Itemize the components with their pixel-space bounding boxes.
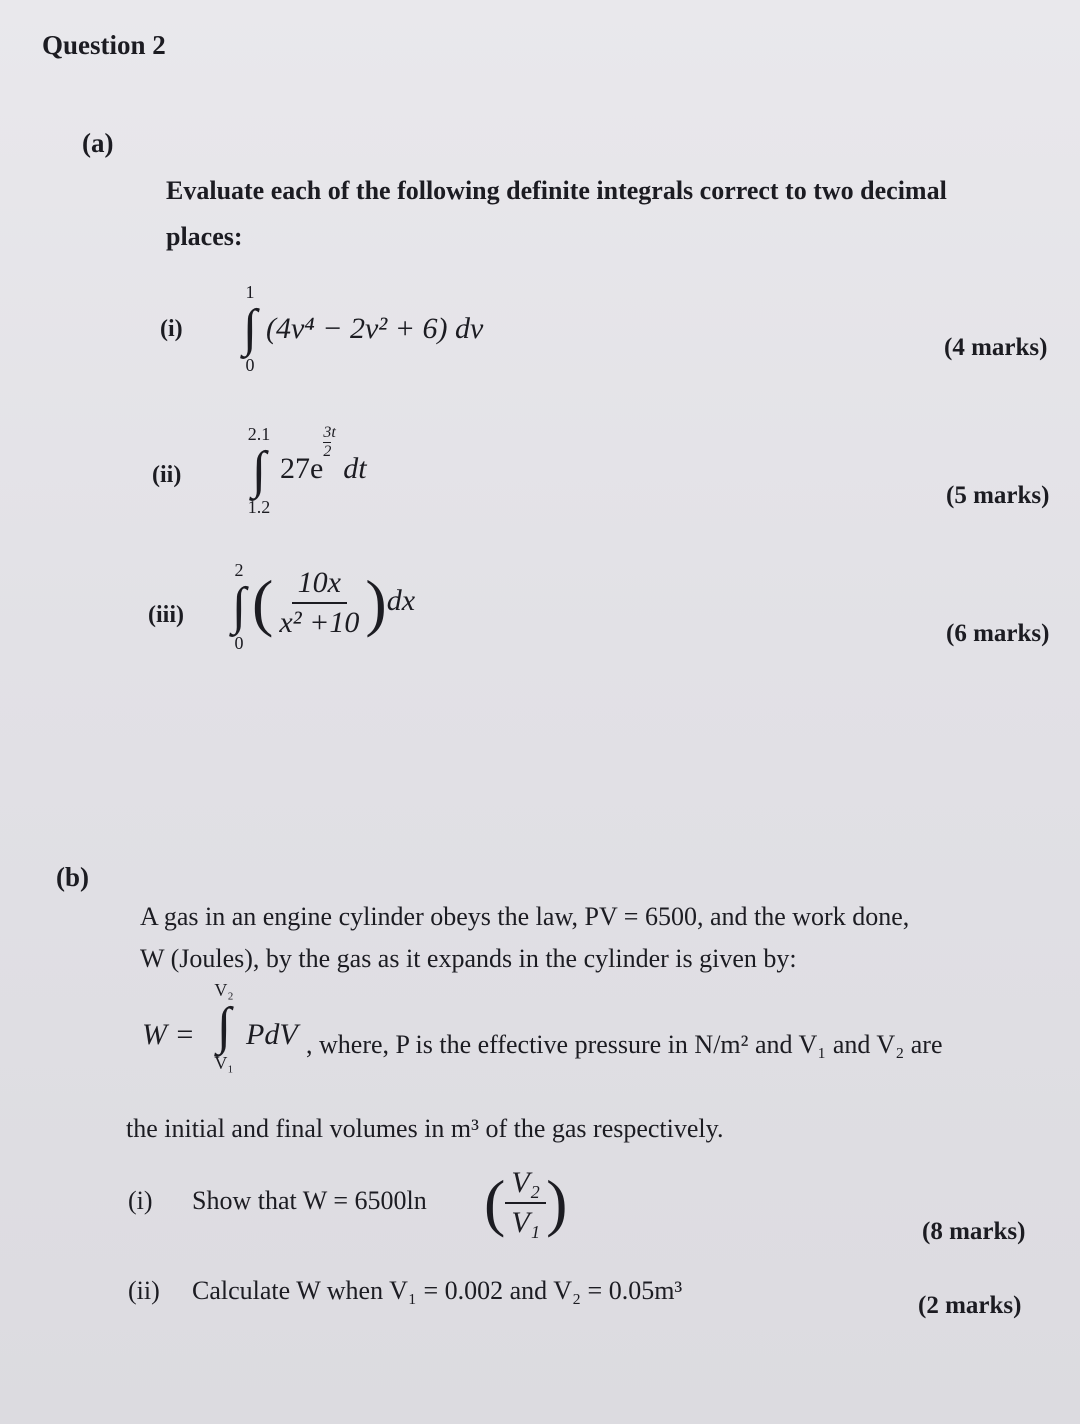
item-b-i-number: (i): [128, 1186, 153, 1215]
integral-sign-icon: ∫: [242, 300, 258, 357]
formula-integral: [204, 980, 244, 1074]
left-paren-icon: (: [484, 1167, 506, 1238]
fraction: [273, 566, 365, 640]
lower-limit: V₁: [214, 1053, 234, 1073]
item-a-ii-marks: (5 marks): [946, 482, 1050, 509]
item-a-ii-integral: [236, 424, 282, 518]
part-b-line3: , where, P is the effective pressure in N/m² and V₁ and V₂ are: [306, 1030, 943, 1059]
question-title: Question 2: [42, 30, 166, 60]
item-a-i-integral: [230, 282, 270, 376]
right-paren-icon: ): [546, 1167, 568, 1238]
left-paren-icon: (: [252, 567, 274, 638]
item-a-ii-number: (ii): [152, 462, 182, 488]
item-a-i-marks: (4 marks): [944, 334, 1048, 361]
part-b-line2: W (Joules), by the gas as it expands in the cylinder is given by:: [140, 944, 797, 973]
differential: dx: [386, 583, 416, 617]
item-a-i-integrand: (4v⁴ − 2v² + 6) dv: [266, 312, 484, 345]
item-b-i-text: Show that W = 6500ln: [192, 1186, 427, 1215]
part-a-instruction-line2: places:: [166, 222, 243, 251]
item-b-ii-number: (ii): [128, 1276, 160, 1305]
part-b-line4: the initial and final volumes in m³ of the gas respectively.: [126, 1114, 724, 1143]
lower-limit: 0: [245, 355, 255, 375]
numerator: 10x: [292, 566, 347, 604]
item-b-ii-marks: (2 marks): [918, 1292, 1022, 1319]
part-b-line1: A gas in an engine cylinder obeys the law, PV = 6500, and the work done,: [140, 902, 910, 931]
coefficient: 27e: [280, 452, 324, 485]
upper-limit: 2: [234, 560, 244, 580]
integral-sign-icon: ∫: [216, 998, 232, 1055]
integral-sign-icon: ∫: [231, 578, 247, 635]
item-a-iii-number: (iii): [148, 602, 184, 628]
denominator: V₁: [511, 1206, 541, 1239]
item-a-ii-integrand: [280, 424, 367, 486]
item-b-i-marks: (8 marks): [922, 1218, 1026, 1245]
item-a-i-number: (i): [160, 316, 183, 342]
exponent-variable: t: [331, 424, 336, 441]
fraction: [505, 1166, 546, 1240]
exponent-numerator: 3: [323, 424, 332, 441]
item-a-iii-integral: [222, 560, 256, 654]
integral-sign-icon: ∫: [251, 442, 267, 499]
upper-limit: V₂: [214, 980, 234, 1000]
exponent: [323, 424, 335, 461]
numerator: V₂: [505, 1166, 546, 1204]
differential: dt: [343, 452, 367, 485]
item-b-i-fraction-wrapper: [484, 1166, 567, 1240]
lower-limit: 1.2: [247, 497, 271, 517]
item-b-ii-text: Calculate W when V₁ = 0.002 and V₂ = 0.05m³: [192, 1276, 683, 1305]
upper-limit: 2.1: [247, 424, 271, 444]
item-a-iii-integrand: [252, 566, 415, 640]
formula-integrand: PdV: [246, 1018, 298, 1051]
right-paren-icon: ): [365, 567, 387, 638]
exponent-denominator: 2: [323, 443, 332, 460]
part-b-label: (b): [56, 862, 89, 892]
part-a-instruction-line1: Evaluate each of the following definite integrals correct to two decimal: [166, 176, 947, 205]
part-a-label: (a): [82, 128, 114, 158]
lower-limit: 0: [234, 633, 244, 653]
item-a-iii-marks: (6 marks): [946, 620, 1050, 647]
formula-lhs: W =: [142, 1018, 195, 1051]
upper-limit: 1: [245, 282, 255, 302]
denominator: x² +10: [279, 606, 360, 639]
